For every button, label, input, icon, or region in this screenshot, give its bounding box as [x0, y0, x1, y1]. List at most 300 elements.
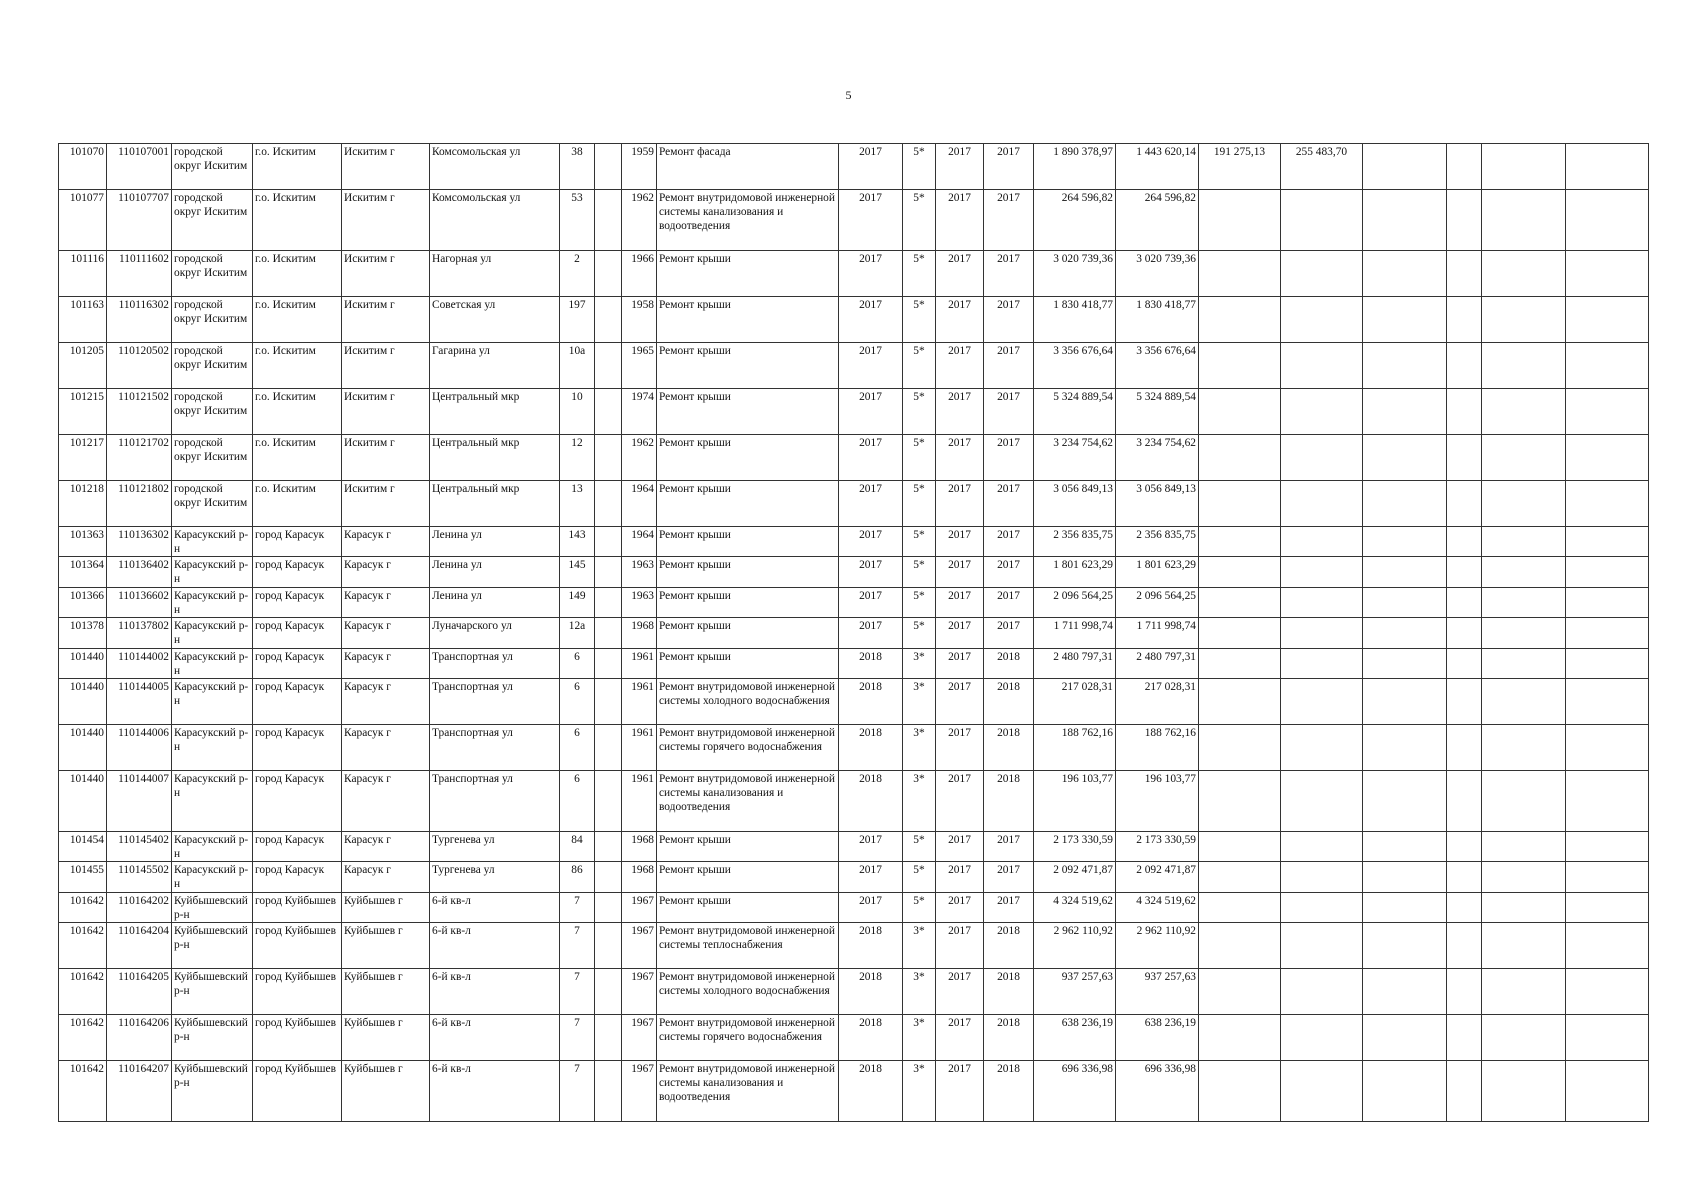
cell-amount-col-21 — [1482, 588, 1566, 618]
cell-amount-col-17 — [1199, 297, 1281, 343]
cell-building — [595, 588, 622, 618]
table-row — [59, 297, 1649, 343]
cell-priority: 5* — [903, 527, 936, 557]
cell-work-type: Ремонт крыши — [657, 618, 839, 649]
cell-settlement: г.о. Искитим — [253, 481, 342, 527]
cell-building — [595, 832, 622, 862]
cell-amount-col-21 — [1482, 1015, 1566, 1061]
cell-amount-col-18 — [1281, 649, 1363, 679]
cell-work-type: Ремонт крыши — [657, 862, 839, 893]
cell-year-built: 1964 — [622, 481, 657, 527]
cell-plan-year: 2017 — [839, 389, 903, 435]
cell-total-cost: 5 324 889,54 — [1034, 389, 1116, 435]
cell-amount-col-22 — [1566, 144, 1649, 190]
cell-amount-col-19 — [1363, 725, 1447, 771]
cell-object-id: 101215 — [59, 389, 107, 435]
cell-fund-amount: 3 056 849,13 — [1116, 481, 1199, 527]
cell-amount-col-17 — [1199, 893, 1281, 923]
cell-end-year: 2017 — [984, 297, 1034, 343]
cell-municipality: Карасукский р-н — [172, 725, 253, 771]
cell-street: Тургенева ул — [430, 862, 560, 893]
table-row — [59, 969, 1649, 1015]
cell-object-id: 101642 — [59, 969, 107, 1015]
cell-work-type: Ремонт фасада — [657, 144, 839, 190]
cell-total-cost: 3 356 676,64 — [1034, 343, 1116, 389]
cell-start-year: 2017 — [936, 649, 984, 679]
cell-record-id: 110164202 — [107, 893, 172, 923]
cell-total-cost: 3 020 739,36 — [1034, 251, 1116, 297]
cell-amount-col-18 — [1281, 481, 1363, 527]
cell-plan-year: 2017 — [839, 144, 903, 190]
cell-amount-col-18 — [1281, 725, 1363, 771]
cell-amount-col-20 — [1447, 771, 1482, 832]
cell-work-type: Ремонт крыши — [657, 557, 839, 588]
cell-fund-amount: 5 324 889,54 — [1116, 389, 1199, 435]
cell-plan-year: 2018 — [839, 771, 903, 832]
cell-end-year: 2018 — [984, 771, 1034, 832]
cell-start-year: 2017 — [936, 557, 984, 588]
cell-amount-col-22 — [1566, 771, 1649, 832]
cell-fund-amount: 2 962 110,92 — [1116, 923, 1199, 969]
cell-fund-amount: 3 234 754,62 — [1116, 435, 1199, 481]
cell-plan-year: 2017 — [839, 893, 903, 923]
table-row — [59, 923, 1649, 969]
cell-record-id: 110145402 — [107, 832, 172, 862]
cell-building — [595, 190, 622, 251]
cell-end-year: 2017 — [984, 618, 1034, 649]
cell-amount-col-21 — [1482, 618, 1566, 649]
cell-locality: Карасук г — [342, 862, 430, 893]
cell-amount-col-22 — [1566, 923, 1649, 969]
cell-amount-col-22 — [1566, 251, 1649, 297]
cell-building — [595, 862, 622, 893]
cell-plan-year: 2017 — [839, 557, 903, 588]
cell-house-number: 197 — [560, 297, 595, 343]
cell-object-id: 101455 — [59, 862, 107, 893]
cell-amount-col-21 — [1482, 527, 1566, 557]
cell-house-number: 12 — [560, 435, 595, 481]
cell-municipality: городской округ Искитим — [172, 297, 253, 343]
cell-total-cost: 2 096 564,25 — [1034, 588, 1116, 618]
cell-object-id: 101366 — [59, 588, 107, 618]
cell-amount-col-19 — [1363, 771, 1447, 832]
cell-amount-col-20 — [1447, 389, 1482, 435]
cell-locality: Искитим г — [342, 144, 430, 190]
cell-start-year: 2017 — [936, 893, 984, 923]
cell-amount-col-19 — [1363, 190, 1447, 251]
cell-amount-col-22 — [1566, 862, 1649, 893]
cell-total-cost: 696 336,98 — [1034, 1061, 1116, 1122]
cell-amount-col-18 — [1281, 251, 1363, 297]
cell-plan-year: 2017 — [839, 435, 903, 481]
cell-amount-col-20 — [1447, 1015, 1482, 1061]
cell-work-type: Ремонт внутридомовой инженерной системы горячего водоснабжения — [657, 1015, 839, 1061]
table-row — [59, 679, 1649, 725]
cell-street: 6-й кв-л — [430, 893, 560, 923]
cell-year-built: 1961 — [622, 679, 657, 725]
cell-record-id: 110107707 — [107, 190, 172, 251]
cell-amount-col-18 — [1281, 771, 1363, 832]
cell-house-number: 6 — [560, 725, 595, 771]
cell-plan-year: 2017 — [839, 343, 903, 389]
cell-priority: 5* — [903, 862, 936, 893]
cell-start-year: 2017 — [936, 343, 984, 389]
cell-street: Ленина ул — [430, 557, 560, 588]
cell-end-year: 2017 — [984, 435, 1034, 481]
cell-total-cost: 188 762,16 — [1034, 725, 1116, 771]
cell-locality: Искитим г — [342, 481, 430, 527]
cell-amount-col-19 — [1363, 893, 1447, 923]
cell-amount-col-20 — [1447, 527, 1482, 557]
cell-total-cost: 1 801 623,29 — [1034, 557, 1116, 588]
cell-house-number: 84 — [560, 832, 595, 862]
cell-record-id: 110116302 — [107, 297, 172, 343]
cell-total-cost: 2 962 110,92 — [1034, 923, 1116, 969]
cell-year-built: 1962 — [622, 190, 657, 251]
cell-street: Советская ул — [430, 297, 560, 343]
cell-house-number: 10а — [560, 343, 595, 389]
cell-end-year: 2017 — [984, 389, 1034, 435]
cell-amount-col-17 — [1199, 190, 1281, 251]
cell-house-number: 7 — [560, 893, 595, 923]
cell-amount-col-20 — [1447, 649, 1482, 679]
cell-plan-year: 2017 — [839, 832, 903, 862]
cell-start-year: 2017 — [936, 832, 984, 862]
cell-amount-col-19 — [1363, 832, 1447, 862]
cell-locality: Карасук г — [342, 832, 430, 862]
cell-amount-col-17 — [1199, 771, 1281, 832]
cell-street: Тургенева ул — [430, 832, 560, 862]
cell-street: 6-й кв-л — [430, 923, 560, 969]
page-number: 5 — [845, 88, 852, 102]
table-row — [59, 862, 1649, 893]
cell-house-number: 7 — [560, 1061, 595, 1122]
cell-amount-col-21 — [1482, 251, 1566, 297]
cell-record-id: 110137802 — [107, 618, 172, 649]
cell-end-year: 2017 — [984, 144, 1034, 190]
cell-start-year: 2017 — [936, 527, 984, 557]
cell-building — [595, 1015, 622, 1061]
cell-end-year: 2018 — [984, 679, 1034, 725]
cell-object-id: 101440 — [59, 771, 107, 832]
cell-settlement: город Карасук — [253, 649, 342, 679]
cell-priority: 5* — [903, 893, 936, 923]
cell-record-id: 110144005 — [107, 679, 172, 725]
cell-locality: Куйбышев г — [342, 1015, 430, 1061]
cell-settlement: г.о. Искитим — [253, 251, 342, 297]
cell-building — [595, 1061, 622, 1122]
cell-fund-amount: 2 173 330,59 — [1116, 832, 1199, 862]
cell-amount-col-18 — [1281, 435, 1363, 481]
cell-settlement: город Карасук — [253, 862, 342, 893]
cell-record-id: 110121702 — [107, 435, 172, 481]
cell-amount-col-19 — [1363, 649, 1447, 679]
cell-year-built: 1967 — [622, 1015, 657, 1061]
cell-fund-amount: 264 596,82 — [1116, 190, 1199, 251]
cell-locality: Искитим г — [342, 435, 430, 481]
cell-street: 6-й кв-л — [430, 969, 560, 1015]
cell-building — [595, 893, 622, 923]
cell-settlement: г.о. Искитим — [253, 297, 342, 343]
cell-amount-col-17 — [1199, 1061, 1281, 1122]
cell-work-type: Ремонт внутридомовой инженерной системы горячего водоснабжения — [657, 725, 839, 771]
cell-amount-col-19 — [1363, 679, 1447, 725]
cell-work-type: Ремонт внутридомовой инженерной системы теплоснабжения — [657, 923, 839, 969]
cell-total-cost: 217 028,31 — [1034, 679, 1116, 725]
cell-house-number: 7 — [560, 1015, 595, 1061]
cell-amount-col-21 — [1482, 190, 1566, 251]
cell-house-number: 7 — [560, 969, 595, 1015]
cell-municipality: городской округ Искитим — [172, 389, 253, 435]
cell-amount-col-22 — [1566, 649, 1649, 679]
cell-priority: 5* — [903, 343, 936, 389]
cell-year-built: 1966 — [622, 251, 657, 297]
cell-amount-col-20 — [1447, 862, 1482, 893]
cell-record-id: 110164204 — [107, 923, 172, 969]
cell-priority: 5* — [903, 144, 936, 190]
cell-settlement: г.о. Искитим — [253, 435, 342, 481]
cell-end-year: 2017 — [984, 862, 1034, 893]
cell-priority: 5* — [903, 557, 936, 588]
cell-amount-col-21 — [1482, 481, 1566, 527]
cell-municipality: городской округ Искитим — [172, 251, 253, 297]
cell-start-year: 2017 — [936, 679, 984, 725]
cell-work-type: Ремонт внутридомовой инженерной системы канализования и водоотведения — [657, 190, 839, 251]
cell-work-type: Ремонт внутридомовой инженерной системы канализования и водоотведения — [657, 1061, 839, 1122]
cell-plan-year: 2017 — [839, 862, 903, 893]
cell-building — [595, 725, 622, 771]
cell-settlement: город Карасук — [253, 527, 342, 557]
cell-amount-col-20 — [1447, 435, 1482, 481]
cell-amount-col-17 — [1199, 481, 1281, 527]
cell-record-id: 110121802 — [107, 481, 172, 527]
cell-end-year: 2017 — [984, 251, 1034, 297]
cell-year-built: 1961 — [622, 649, 657, 679]
cell-priority: 5* — [903, 588, 936, 618]
cell-locality: Искитим г — [342, 251, 430, 297]
cell-amount-col-20 — [1447, 923, 1482, 969]
cell-record-id: 110121502 — [107, 389, 172, 435]
cell-work-type: Ремонт крыши — [657, 649, 839, 679]
cell-municipality: Куйбышевский р-н — [172, 969, 253, 1015]
cell-year-built: 1974 — [622, 389, 657, 435]
cell-locality: Карасук г — [342, 649, 430, 679]
cell-building — [595, 389, 622, 435]
cell-start-year: 2017 — [936, 969, 984, 1015]
cell-start-year: 2017 — [936, 1015, 984, 1061]
cell-settlement: город Куйбышев — [253, 923, 342, 969]
cell-amount-col-20 — [1447, 1061, 1482, 1122]
cell-plan-year: 2017 — [839, 190, 903, 251]
cell-locality: Куйбышев г — [342, 1061, 430, 1122]
cell-work-type: Ремонт крыши — [657, 527, 839, 557]
cell-street: Ленина ул — [430, 527, 560, 557]
cell-house-number: 86 — [560, 862, 595, 893]
cell-object-id: 101642 — [59, 893, 107, 923]
cell-year-built: 1962 — [622, 435, 657, 481]
cell-end-year: 2017 — [984, 832, 1034, 862]
cell-amount-col-18 — [1281, 588, 1363, 618]
cell-total-cost: 2 173 330,59 — [1034, 832, 1116, 862]
cell-amount-col-17 — [1199, 435, 1281, 481]
cell-locality: Карасук г — [342, 527, 430, 557]
cell-house-number: 53 — [560, 190, 595, 251]
table-row — [59, 389, 1649, 435]
cell-house-number: 13 — [560, 481, 595, 527]
cell-plan-year: 2018 — [839, 1015, 903, 1061]
cell-total-cost: 196 103,77 — [1034, 771, 1116, 832]
cell-municipality: Карасукский р-н — [172, 588, 253, 618]
cell-amount-col-22 — [1566, 389, 1649, 435]
cell-amount-col-19 — [1363, 557, 1447, 588]
cell-fund-amount: 937 257,63 — [1116, 969, 1199, 1015]
cell-record-id: 110136402 — [107, 557, 172, 588]
cell-end-year: 2017 — [984, 893, 1034, 923]
cell-priority: 3* — [903, 649, 936, 679]
cell-priority: 3* — [903, 679, 936, 725]
cell-building — [595, 679, 622, 725]
cell-plan-year: 2018 — [839, 649, 903, 679]
cell-building — [595, 297, 622, 343]
cell-object-id: 101218 — [59, 481, 107, 527]
cell-house-number: 143 — [560, 527, 595, 557]
table-row — [59, 343, 1649, 389]
cell-locality: Искитим г — [342, 297, 430, 343]
cell-start-year: 2017 — [936, 144, 984, 190]
cell-fund-amount: 217 028,31 — [1116, 679, 1199, 725]
cell-street: Транспортная ул — [430, 771, 560, 832]
cell-work-type: Ремонт крыши — [657, 435, 839, 481]
cell-amount-col-19 — [1363, 862, 1447, 893]
cell-settlement: город Куйбышев — [253, 1061, 342, 1122]
table-row — [59, 144, 1649, 190]
cell-year-built: 1968 — [622, 832, 657, 862]
cell-amount-col-17 — [1199, 679, 1281, 725]
cell-amount-col-20 — [1447, 297, 1482, 343]
cell-amount-col-17 — [1199, 862, 1281, 893]
cell-settlement: город Карасук — [253, 679, 342, 725]
cell-priority: 3* — [903, 771, 936, 832]
cell-amount-col-21 — [1482, 725, 1566, 771]
cell-amount-col-22 — [1566, 725, 1649, 771]
cell-locality: Куйбышев г — [342, 969, 430, 1015]
cell-house-number: 10 — [560, 389, 595, 435]
cell-end-year: 2017 — [984, 527, 1034, 557]
cell-municipality: городской округ Искитим — [172, 435, 253, 481]
cell-fund-amount: 3 356 676,64 — [1116, 343, 1199, 389]
cell-municipality: городской округ Искитим — [172, 481, 253, 527]
cell-work-type: Ремонт крыши — [657, 343, 839, 389]
cell-amount-col-19 — [1363, 481, 1447, 527]
cell-amount-col-18: 255 483,70 — [1281, 144, 1363, 190]
cell-fund-amount: 1 801 623,29 — [1116, 557, 1199, 588]
cell-amount-col-17 — [1199, 389, 1281, 435]
cell-amount-col-20 — [1447, 725, 1482, 771]
cell-record-id: 110111602 — [107, 251, 172, 297]
cell-priority: 5* — [903, 618, 936, 649]
cell-object-id: 101217 — [59, 435, 107, 481]
cell-locality: Искитим г — [342, 389, 430, 435]
table-row — [59, 893, 1649, 923]
cell-amount-col-21 — [1482, 923, 1566, 969]
cell-house-number: 38 — [560, 144, 595, 190]
cell-municipality: Куйбышевский р-н — [172, 1015, 253, 1061]
cell-year-built: 1961 — [622, 725, 657, 771]
cell-locality: Куйбышев г — [342, 893, 430, 923]
cell-street: 6-й кв-л — [430, 1061, 560, 1122]
cell-street: 6-й кв-л — [430, 1015, 560, 1061]
table-row — [59, 190, 1649, 251]
cell-amount-col-20 — [1447, 893, 1482, 923]
table-row — [59, 588, 1649, 618]
cell-locality: Карасук г — [342, 725, 430, 771]
cell-total-cost: 2 092 471,87 — [1034, 862, 1116, 893]
table-row — [59, 481, 1649, 527]
cell-object-id: 101454 — [59, 832, 107, 862]
cell-total-cost: 1 890 378,97 — [1034, 144, 1116, 190]
cell-amount-col-18 — [1281, 618, 1363, 649]
cell-municipality: Карасукский р-н — [172, 679, 253, 725]
cell-end-year: 2018 — [984, 923, 1034, 969]
cell-priority: 3* — [903, 923, 936, 969]
cell-settlement: город Карасук — [253, 832, 342, 862]
cell-amount-col-17 — [1199, 923, 1281, 969]
cell-amount-col-17 — [1199, 832, 1281, 862]
cell-work-type: Ремонт крыши — [657, 481, 839, 527]
cell-total-cost: 638 236,19 — [1034, 1015, 1116, 1061]
cell-house-number: 6 — [560, 679, 595, 725]
cell-settlement: город Карасук — [253, 588, 342, 618]
cell-amount-col-17 — [1199, 1015, 1281, 1061]
cell-amount-col-22 — [1566, 893, 1649, 923]
cell-amount-col-19 — [1363, 435, 1447, 481]
cell-record-id: 110136602 — [107, 588, 172, 618]
cell-amount-col-21 — [1482, 832, 1566, 862]
cell-start-year: 2017 — [936, 481, 984, 527]
cell-record-id: 110144006 — [107, 725, 172, 771]
cell-amount-col-18 — [1281, 893, 1363, 923]
cell-amount-col-20 — [1447, 588, 1482, 618]
cell-priority: 3* — [903, 969, 936, 1015]
cell-settlement: город Куйбышев — [253, 893, 342, 923]
cell-object-id: 101163 — [59, 297, 107, 343]
cell-settlement: г.о. Искитим — [253, 144, 342, 190]
cell-amount-col-20 — [1447, 144, 1482, 190]
cell-end-year: 2017 — [984, 588, 1034, 618]
cell-work-type: Ремонт крыши — [657, 893, 839, 923]
cell-plan-year: 2017 — [839, 588, 903, 618]
cell-amount-col-22 — [1566, 297, 1649, 343]
table-row — [59, 725, 1649, 771]
cell-start-year: 2017 — [936, 923, 984, 969]
cell-locality: Карасук г — [342, 618, 430, 649]
cell-building — [595, 618, 622, 649]
cell-house-number: 149 — [560, 588, 595, 618]
cell-amount-col-22 — [1566, 435, 1649, 481]
cell-municipality: городской округ Искитим — [172, 190, 253, 251]
cell-plan-year: 2017 — [839, 297, 903, 343]
cell-amount-col-19 — [1363, 588, 1447, 618]
cell-building — [595, 649, 622, 679]
cell-total-cost: 4 324 519,62 — [1034, 893, 1116, 923]
cell-year-built: 1965 — [622, 343, 657, 389]
cell-settlement: г.о. Искитим — [253, 343, 342, 389]
cell-amount-col-18 — [1281, 557, 1363, 588]
cell-amount-col-17 — [1199, 969, 1281, 1015]
cell-amount-col-17 — [1199, 725, 1281, 771]
cell-house-number: 145 — [560, 557, 595, 588]
cell-building — [595, 251, 622, 297]
